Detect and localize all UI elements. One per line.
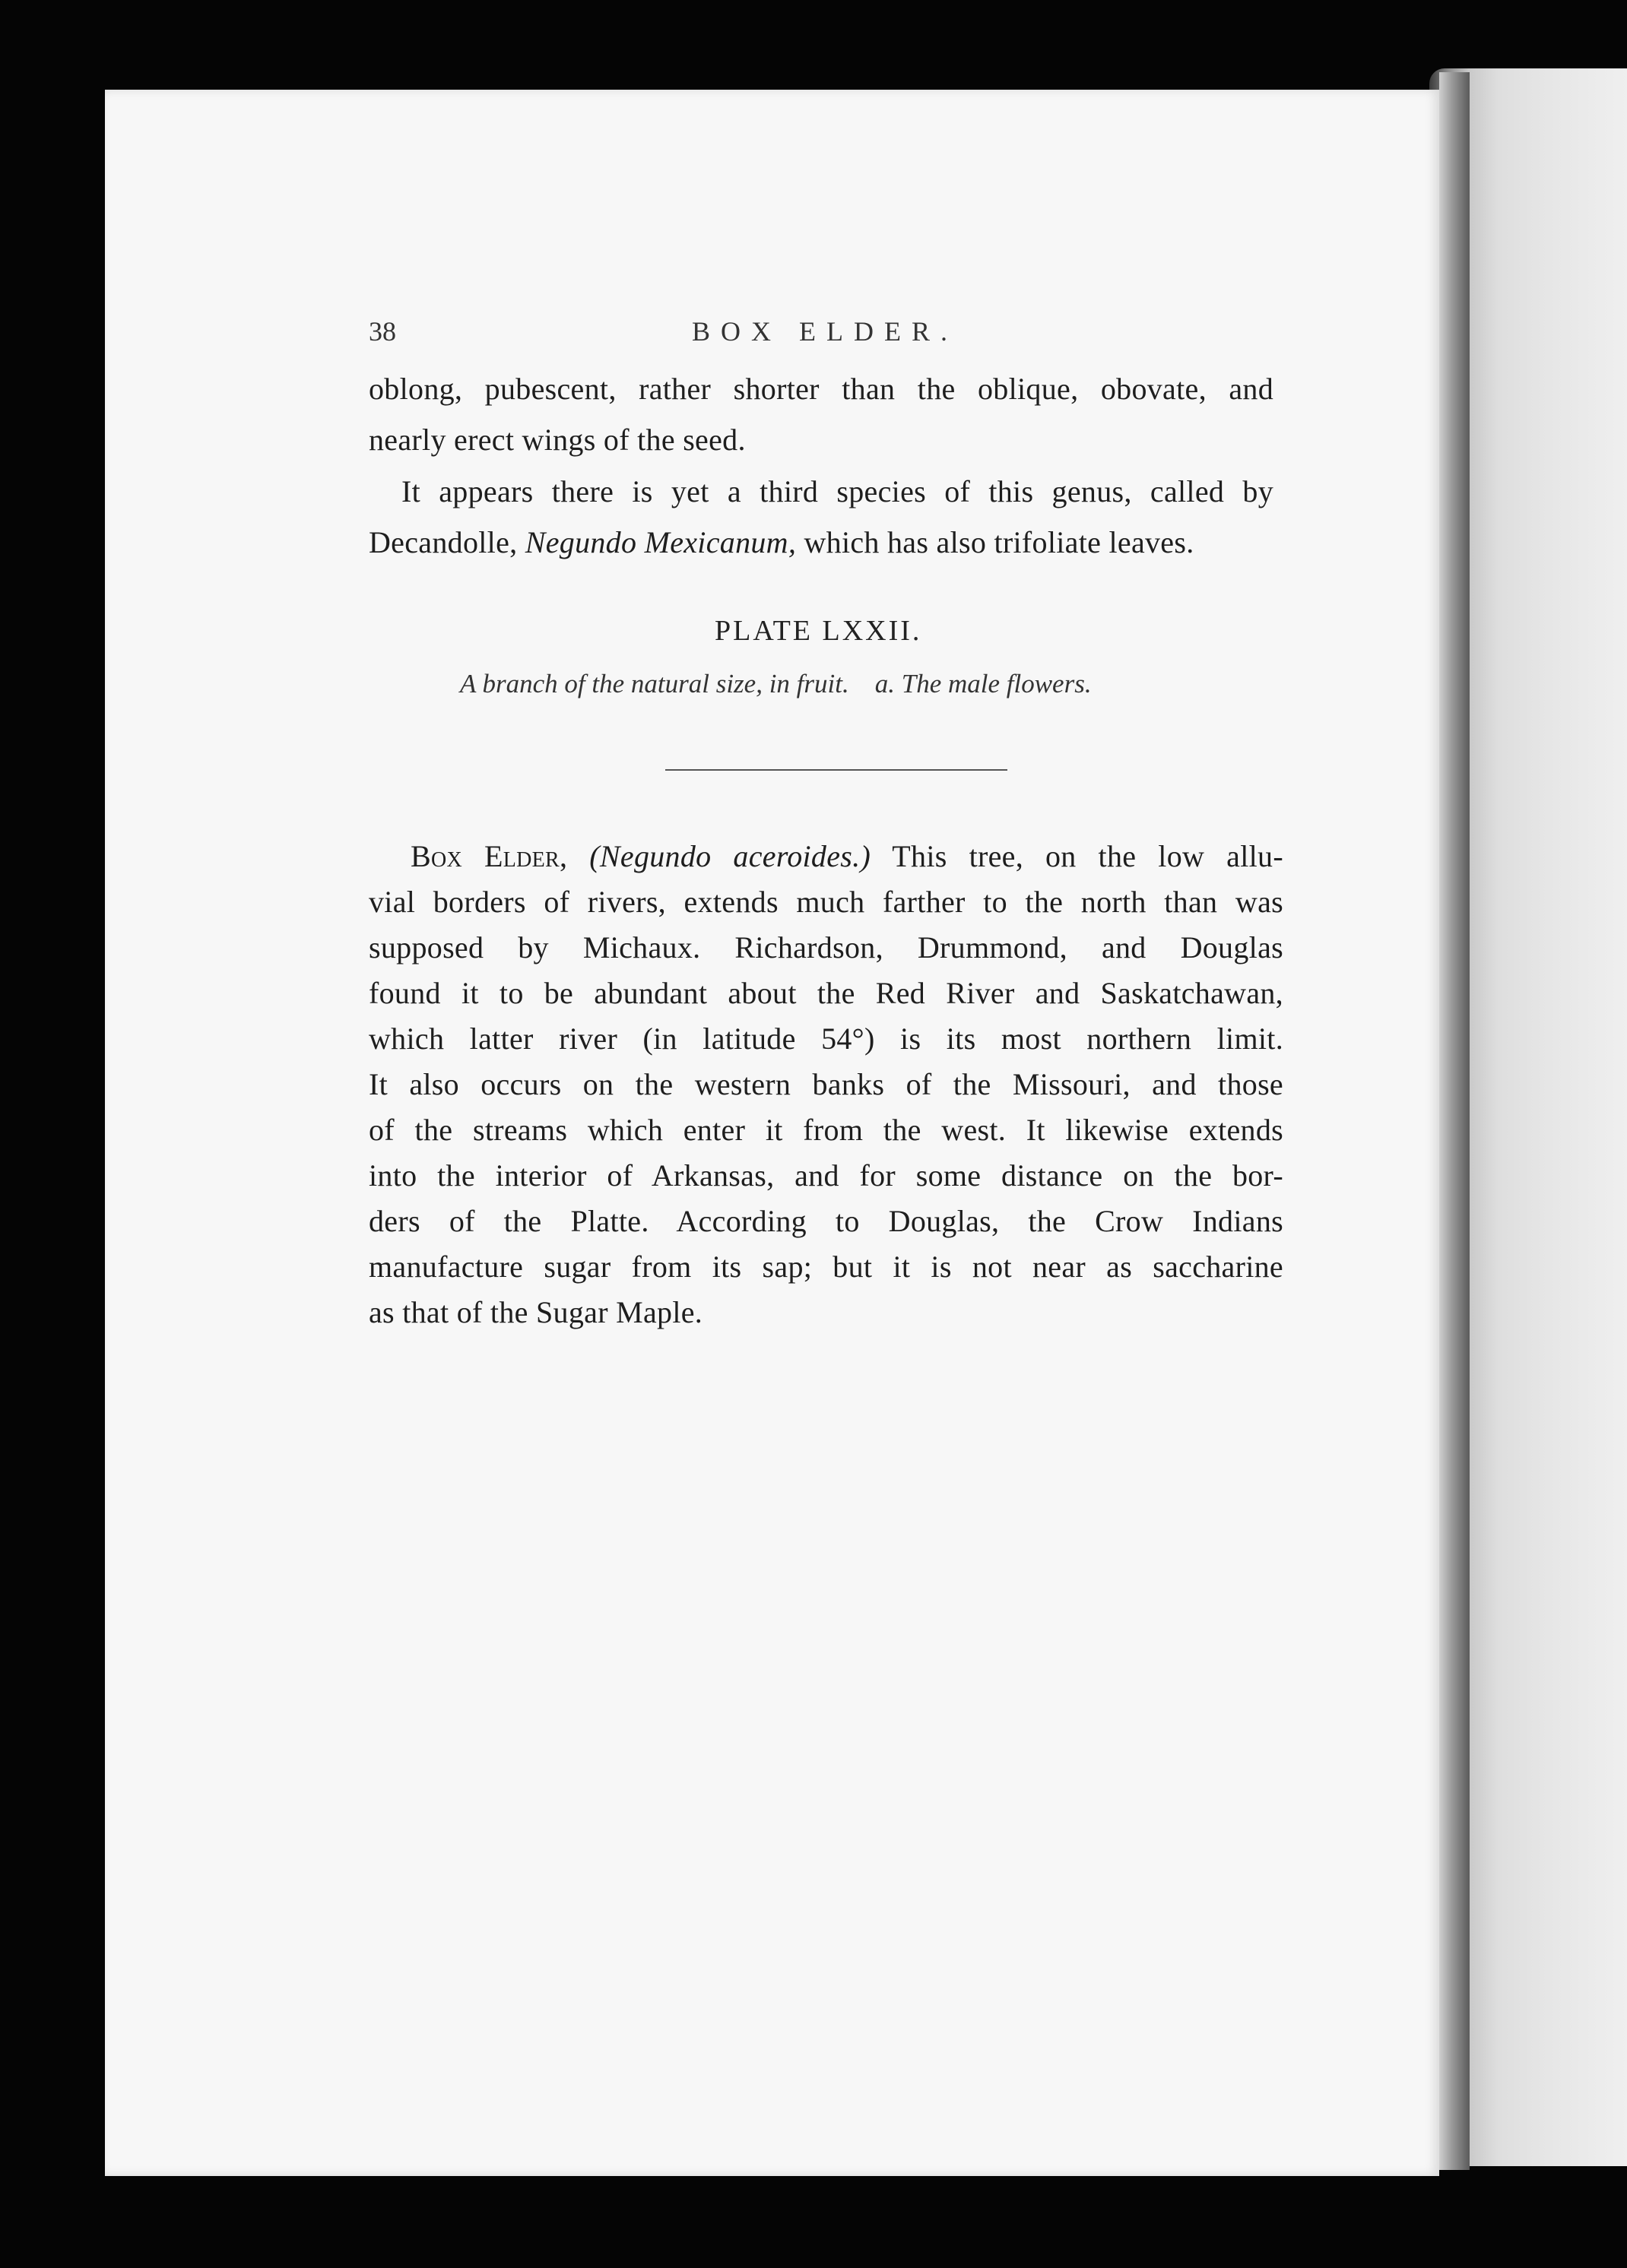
section-divider [665,769,1007,771]
text-line: manufacture sugar from its sap; but it is not near as saccharine [369,1250,1283,1284]
scientific-name: (Negundo aceroides.) [589,839,871,873]
text-line: supposed by Michaux. Richardson, Drummond, and Douglas [369,930,1283,965]
text-fragment: which has also trifoliate leaves. [796,525,1194,559]
text-fragment: This tree, on the low allu- [871,839,1283,873]
text-line [411,838,1283,874]
text-line: It appears there is yet a third species of this genus, called by [401,474,1273,508]
plate-heading: PLATE LXXII. [715,615,922,647]
page-gutter-shadow [1439,72,1470,2170]
plate-caption [460,669,1092,699]
text-line: found it to be abundant about the Red River and Saskatchawan, [369,976,1283,1010]
running-head [369,315,1266,353]
text-line: of the streams which enter it from the west. It likewise extends [369,1113,1283,1147]
text-line: nearly erect wings of the seed. [369,423,746,457]
running-title: BOX ELDER. [692,316,958,347]
caption-branch: A branch of the natural size, in fruit. [460,669,849,698]
text-line: which latter river (in latitude 54°) is its most northern limit. [369,1022,1283,1056]
species-common-name: Box Elder, [411,839,568,873]
text-line: ders of the Platte. According to Douglas, the Crow Indians [369,1204,1283,1238]
text-line: into the interior of Arkansas, and for some distance on the bor- [369,1158,1283,1193]
page-number: 38 [369,316,396,347]
text-line [369,524,1194,560]
caption-flowers: a. The male flowers. [874,669,1092,698]
text-line: oblong, pubescent, rather shorter than the oblique, obovate, and [369,372,1273,406]
text-line: as that of the Sugar Maple. [369,1295,703,1329]
scientific-name: Negundo Mexicanum, [525,525,797,559]
text-line: vial borders of rivers, extends much farther to the north than was [369,885,1283,919]
text-line: It also occurs on the western banks of the Missouri, and those [369,1067,1283,1101]
text-fragment: Decandolle, [369,525,525,559]
